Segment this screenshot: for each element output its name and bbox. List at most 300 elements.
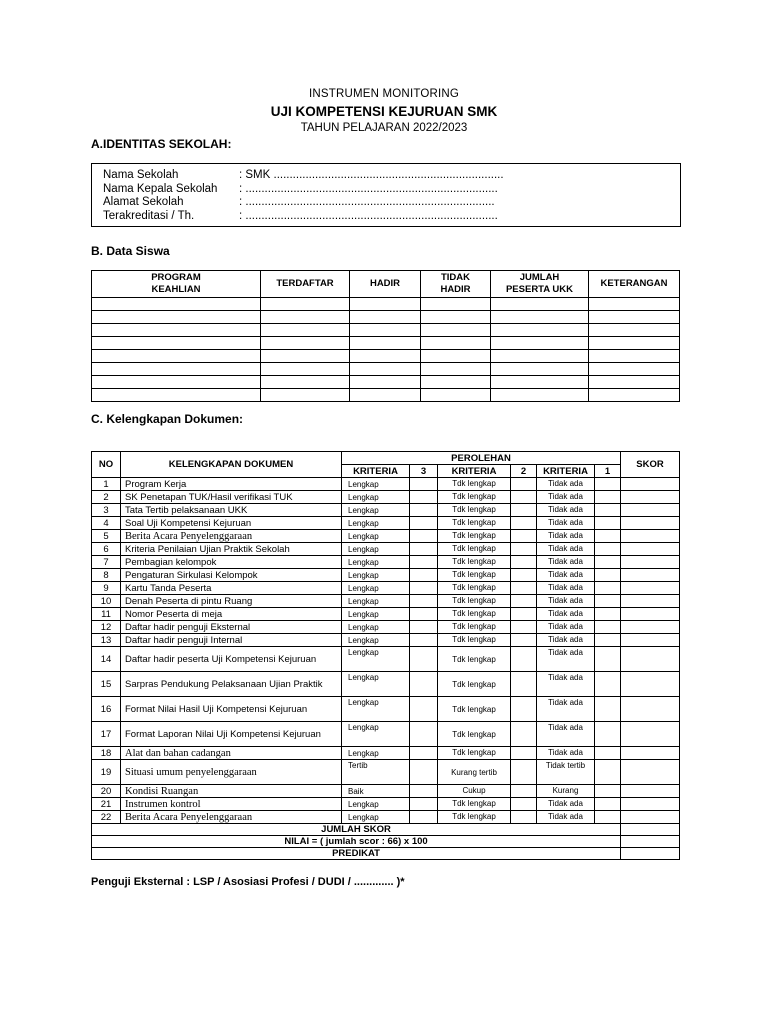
score-2-cell[interactable] — [511, 647, 537, 672]
skor-cell[interactable] — [621, 672, 680, 697]
score-1-cell[interactable] — [595, 672, 621, 697]
row-number: 18 — [92, 747, 121, 760]
score-3-cell[interactable] — [410, 517, 438, 530]
score-3-cell[interactable] — [410, 478, 438, 491]
document-row — [92, 811, 680, 824]
score-1-cell[interactable] — [595, 491, 621, 504]
kriteria-2-text: Tdk lengkap — [438, 747, 511, 760]
student-data-cell[interactable] — [92, 376, 261, 389]
student-data-cell[interactable] — [350, 389, 421, 402]
skor-cell[interactable] — [621, 785, 680, 798]
score-2-cell[interactable] — [511, 760, 537, 785]
col-kriteria-2: KRITERIA — [438, 465, 511, 478]
student-data-cell[interactable] — [92, 311, 261, 324]
score-2-cell[interactable] — [511, 722, 537, 747]
row-number: 10 — [92, 595, 121, 608]
document-name: Daftar hadir peserta Uji Kompetensi Kejuruan — [121, 647, 342, 672]
document-row — [92, 760, 680, 785]
row-number: 8 — [92, 569, 121, 582]
student-data-cell[interactable] — [261, 324, 350, 337]
student-data-cell[interactable] — [589, 389, 680, 402]
document-row — [92, 491, 680, 504]
kriteria-1-text: Tidak ada — [537, 582, 595, 595]
document-row — [92, 722, 680, 747]
score-1-cell[interactable] — [595, 647, 621, 672]
student-data-cell[interactable] — [421, 389, 491, 402]
kriteria-1-text: Tidak ada — [537, 543, 595, 556]
section-b-title: B. Data Siswa — [91, 244, 170, 258]
score-1-cell[interactable] — [595, 569, 621, 582]
score-2-cell[interactable] — [511, 517, 537, 530]
document-name: Alat dan bahan cadangan — [121, 747, 342, 760]
skor-cell[interactable] — [621, 504, 680, 517]
skor-cell[interactable] — [621, 491, 680, 504]
student-data-cell[interactable] — [491, 363, 589, 376]
kriteria-1-text: Tidak ada — [537, 697, 595, 722]
document-name: Situasi umum penyelenggaraan — [121, 760, 342, 785]
col-kriteria-3: KRITERIA — [342, 465, 410, 478]
score-1-cell[interactable] — [595, 722, 621, 747]
document-name: Pembagian kelompok — [121, 556, 342, 569]
section-c-title: C. Kelengkapan Dokumen: — [91, 412, 244, 426]
score-2-cell[interactable] — [511, 697, 537, 722]
document-row — [92, 517, 680, 530]
row-number: 1 — [92, 478, 121, 491]
student-data-cell[interactable] — [92, 389, 261, 402]
kriteria-3-text: Lengkap — [342, 582, 410, 595]
document-name: Daftar hadir penguji Eksternal — [121, 621, 342, 634]
nilai-value — [621, 836, 680, 848]
skor-cell[interactable] — [621, 556, 680, 569]
row-number: 5 — [92, 530, 121, 543]
kriteria-2-text: Tdk lengkap — [438, 530, 511, 543]
col-terdaftar: TERDAFTAR — [261, 271, 350, 298]
score-1-cell[interactable] — [595, 517, 621, 530]
score-2-cell[interactable] — [511, 543, 537, 556]
kriteria-2-text: Tdk lengkap — [438, 569, 511, 582]
student-data-cell[interactable] — [421, 350, 491, 363]
row-number: 19 — [92, 760, 121, 785]
identity-value: : ............................................................................... — [239, 210, 498, 222]
score-2-cell[interactable] — [511, 811, 537, 824]
score-2-cell[interactable] — [511, 504, 537, 517]
score-1-cell[interactable] — [595, 504, 621, 517]
skor-cell[interactable] — [621, 517, 680, 530]
col-hadir: HADIR — [350, 271, 421, 298]
student-data-cell[interactable] — [350, 350, 421, 363]
kriteria-2-text: Tdk lengkap — [438, 647, 511, 672]
student-data-cell[interactable] — [261, 389, 350, 402]
score-2-cell[interactable] — [511, 595, 537, 608]
score-3-cell[interactable] — [410, 747, 438, 760]
student-data-cell[interactable] — [92, 298, 261, 311]
skor-cell[interactable] — [621, 569, 680, 582]
student-data-cell[interactable] — [491, 389, 589, 402]
document-row — [92, 504, 680, 517]
score-1-cell[interactable] — [595, 634, 621, 647]
row-number: 16 — [92, 697, 121, 722]
score-1-cell[interactable] — [595, 621, 621, 634]
student-data-cell[interactable] — [350, 376, 421, 389]
score-1-cell[interactable] — [595, 785, 621, 798]
kriteria-3-text: Lengkap — [342, 811, 410, 824]
row-number: 9 — [92, 582, 121, 595]
student-data-cell[interactable] — [261, 337, 350, 350]
penguji-eksternal: Penguji Eksternal : LSP / Asosiasi Profesi / DUDI / ............. )* — [91, 876, 405, 888]
score-2-cell[interactable] — [511, 798, 537, 811]
document-row — [92, 556, 680, 569]
score-2-cell[interactable] — [511, 582, 537, 595]
identity-label: Nama Sekolah — [103, 169, 179, 181]
kriteria-2-text: Tdk lengkap — [438, 672, 511, 697]
student-data-cell[interactable] — [261, 298, 350, 311]
score-2-cell[interactable] — [511, 530, 537, 543]
student-data-cell[interactable] — [491, 376, 589, 389]
kriteria-3-text: Lengkap — [342, 747, 410, 760]
kriteria-1-text: Tidak ada — [537, 672, 595, 697]
student-data-row — [92, 337, 680, 350]
kriteria-1-text: Tidak tertib — [537, 760, 595, 785]
identity-value: : ............................................................................... — [239, 183, 498, 195]
kriteria-3-text: Lengkap — [342, 543, 410, 556]
kriteria-2-text: Kurang tertib — [438, 760, 511, 785]
col-keterangan: KETERANGAN — [589, 271, 680, 298]
identity-value: : SMK ........................................................................ — [239, 169, 504, 181]
score-3-cell[interactable] — [410, 504, 438, 517]
document-row — [92, 647, 680, 672]
section-a-title: A.IDENTITAS SEKOLAH: — [91, 137, 232, 151]
student-data-cell[interactable] — [491, 324, 589, 337]
score-1-cell[interactable] — [595, 760, 621, 785]
kriteria-2-text: Tdk lengkap — [438, 608, 511, 621]
student-data-row — [92, 389, 680, 402]
skor-cell[interactable] — [621, 478, 680, 491]
student-data-cell[interactable] — [421, 363, 491, 376]
kriteria-2-text: Tdk lengkap — [438, 811, 511, 824]
kriteria-3-text: Lengkap — [342, 491, 410, 504]
identity-box — [91, 163, 681, 227]
student-data-cell[interactable] — [92, 350, 261, 363]
document-row — [92, 582, 680, 595]
score-3-cell[interactable] — [410, 672, 438, 697]
document-name: Berita Acara Penyelenggaraan — [121, 530, 342, 543]
skor-cell[interactable] — [621, 634, 680, 647]
kriteria-1-text: Tidak ada — [537, 608, 595, 621]
kriteria-1-text: Tidak ada — [537, 798, 595, 811]
kriteria-1-text: Tidak ada — [537, 634, 595, 647]
doc-title-tahun: TAHUN PELAJARAN 2022/2023 — [300, 122, 468, 134]
document-row — [92, 697, 680, 722]
kriteria-1-text: Tidak ada — [537, 478, 595, 491]
document-row — [92, 569, 680, 582]
document-row — [92, 530, 680, 543]
score-2-cell[interactable] — [511, 747, 537, 760]
score-2-cell[interactable] — [511, 672, 537, 697]
kriteria-1-text: Tidak ada — [537, 621, 595, 634]
kriteria-3-text: Lengkap — [342, 517, 410, 530]
col-perolehan: PEROLEHAN — [342, 452, 621, 465]
student-data-cell[interactable] — [491, 337, 589, 350]
document-row — [92, 595, 680, 608]
score-3-cell[interactable] — [410, 608, 438, 621]
score-3-cell[interactable] — [410, 811, 438, 824]
score-3-cell[interactable] — [410, 582, 438, 595]
kriteria-1-text: Tidak ada — [537, 569, 595, 582]
student-data-cell[interactable] — [421, 311, 491, 324]
document-row — [92, 747, 680, 760]
score-2-cell[interactable] — [511, 491, 537, 504]
score-1-cell[interactable] — [595, 595, 621, 608]
kriteria-3-text: Tertib — [342, 760, 410, 785]
score-1-cell[interactable] — [595, 608, 621, 621]
score-1-cell[interactable] — [595, 811, 621, 824]
col-tidak-hadir: TIDAK HADIR — [421, 271, 491, 298]
student-data-row — [92, 311, 680, 324]
row-number: 17 — [92, 722, 121, 747]
identity-label: Nama Kepala Sekolah — [103, 183, 218, 195]
document-name: SK Penetapan TUK/Hasil verifikasi TUK — [121, 491, 342, 504]
kriteria-3-text: Lengkap — [342, 722, 410, 747]
kriteria-1-text: Tidak ada — [537, 722, 595, 747]
kriteria-2-text: Tdk lengkap — [438, 517, 511, 530]
col-jumlah-peserta: JUMLAH PESERTA UKK — [491, 271, 589, 298]
student-data-cell[interactable] — [589, 311, 680, 324]
row-number: 20 — [92, 785, 121, 798]
document-row — [92, 672, 680, 697]
kriteria-2-text: Tdk lengkap — [438, 543, 511, 556]
identity-row — [103, 182, 498, 196]
student-data-row — [92, 350, 680, 363]
skor-cell[interactable] — [621, 582, 680, 595]
score-2-cell[interactable] — [511, 569, 537, 582]
document-row — [92, 543, 680, 556]
skor-cell[interactable] — [621, 595, 680, 608]
row-number: 13 — [92, 634, 121, 647]
skor-cell[interactable] — [621, 798, 680, 811]
row-number: 7 — [92, 556, 121, 569]
document-name: Nomor Peserta di meja — [121, 608, 342, 621]
kriteria-3-text: Lengkap — [342, 798, 410, 811]
document-name: Berita Acara Penyelenggaraan — [121, 811, 342, 824]
student-data-cell[interactable] — [92, 363, 261, 376]
score-2-cell[interactable] — [511, 785, 537, 798]
score-3-cell[interactable] — [410, 530, 438, 543]
score-3-cell[interactable] — [410, 621, 438, 634]
skor-cell[interactable] — [621, 747, 680, 760]
col-score-3: 3 — [410, 465, 438, 478]
kriteria-2-text: Tdk lengkap — [438, 697, 511, 722]
kriteria-2-text: Tdk lengkap — [438, 722, 511, 747]
kriteria-3-text: Lengkap — [342, 569, 410, 582]
document-name: Program Kerja — [121, 478, 342, 491]
kriteria-2-text: Tdk lengkap — [438, 478, 511, 491]
row-number: 21 — [92, 798, 121, 811]
skor-cell[interactable] — [621, 647, 680, 672]
student-data-cell[interactable] — [589, 350, 680, 363]
col-score-1: 1 — [595, 465, 621, 478]
document-row — [92, 798, 680, 811]
document-row — [92, 621, 680, 634]
document-row — [92, 634, 680, 647]
student-data-cell[interactable] — [350, 298, 421, 311]
kriteria-3-text: Lengkap — [342, 478, 410, 491]
student-data-cell[interactable] — [92, 337, 261, 350]
skor-cell[interactable] — [621, 621, 680, 634]
skor-cell[interactable] — [621, 760, 680, 785]
kriteria-3-text: Lengkap — [342, 621, 410, 634]
col-no: NO — [92, 452, 121, 478]
student-data-cell[interactable] — [92, 324, 261, 337]
kriteria-3-text: Lengkap — [342, 595, 410, 608]
row-number: 15 — [92, 672, 121, 697]
kriteria-3-text: Lengkap — [342, 504, 410, 517]
student-data-cell[interactable] — [421, 376, 491, 389]
score-1-cell[interactable] — [595, 697, 621, 722]
kriteria-1-text: Tidak ada — [537, 647, 595, 672]
score-3-cell[interactable] — [410, 634, 438, 647]
score-1-cell[interactable] — [595, 747, 621, 760]
kriteria-2-text: Tdk lengkap — [438, 491, 511, 504]
student-data-cell[interactable] — [491, 350, 589, 363]
kriteria-2-text: Tdk lengkap — [438, 798, 511, 811]
score-3-cell[interactable] — [410, 785, 438, 798]
col-score-2: 2 — [511, 465, 537, 478]
student-data-cell[interactable] — [589, 324, 680, 337]
kriteria-1-text: Tidak ada — [537, 491, 595, 504]
kriteria-3-text: Lengkap — [342, 672, 410, 697]
col-skor: SKOR — [621, 452, 680, 478]
identity-row — [103, 209, 498, 223]
student-data-cell[interactable] — [589, 298, 680, 311]
score-2-cell[interactable] — [511, 621, 537, 634]
skor-cell[interactable] — [621, 608, 680, 621]
jumlah-skor-label: JUMLAH SKOR — [92, 824, 621, 836]
doc-title-instrumen: INSTRUMEN MONITORING — [308, 88, 460, 100]
kriteria-1-text: Tidak ada — [537, 556, 595, 569]
skor-cell[interactable] — [621, 811, 680, 824]
document-name: Kartu Tanda Peserta — [121, 582, 342, 595]
student-data-row — [92, 324, 680, 337]
kriteria-1-text: Tidak ada — [537, 504, 595, 517]
row-number: 6 — [92, 543, 121, 556]
kriteria-3-text: Lengkap — [342, 697, 410, 722]
score-2-cell[interactable] — [511, 634, 537, 647]
student-data-cell[interactable] — [421, 298, 491, 311]
score-2-cell[interactable] — [511, 478, 537, 491]
student-data-cell[interactable] — [350, 363, 421, 376]
score-1-cell[interactable] — [595, 478, 621, 491]
student-data-cell[interactable] — [261, 363, 350, 376]
row-number: 2 — [92, 491, 121, 504]
score-3-cell[interactable] — [410, 697, 438, 722]
nilai-formula: NILAI = ( jumlah scor : 66) x 100 — [92, 836, 621, 848]
student-data-cell[interactable] — [261, 376, 350, 389]
jumlah-skor-value — [621, 824, 680, 836]
kriteria-1-text: Tidak ada — [537, 595, 595, 608]
kriteria-1-text: Tidak ada — [537, 747, 595, 760]
row-number: 4 — [92, 517, 121, 530]
row-number: 14 — [92, 647, 121, 672]
score-1-cell[interactable] — [595, 798, 621, 811]
score-3-cell[interactable] — [410, 491, 438, 504]
document-name: Kondisi Ruangan — [121, 785, 342, 798]
kriteria-2-text: Tdk lengkap — [438, 556, 511, 569]
kriteria-3-text: Lengkap — [342, 634, 410, 647]
student-data-cell[interactable] — [589, 337, 680, 350]
student-data-cell[interactable] — [589, 363, 680, 376]
kriteria-3-text: Lengkap — [342, 556, 410, 569]
student-data-row — [92, 363, 680, 376]
col-program-keahlian: PROGRAM KEAHLIAN — [92, 271, 261, 298]
score-2-cell[interactable] — [511, 608, 537, 621]
score-3-cell[interactable] — [410, 760, 438, 785]
student-data-cell[interactable] — [261, 311, 350, 324]
identity-label: Alamat Sekolah — [103, 196, 184, 208]
skor-cell[interactable] — [621, 530, 680, 543]
row-number: 22 — [92, 811, 121, 824]
kriteria-2-text: Tdk lengkap — [438, 504, 511, 517]
score-1-cell[interactable] — [595, 582, 621, 595]
score-3-cell[interactable] — [410, 556, 438, 569]
identity-row — [103, 195, 495, 209]
score-3-cell[interactable] — [410, 543, 438, 556]
student-data-cell[interactable] — [589, 376, 680, 389]
score-3-cell[interactable] — [410, 798, 438, 811]
score-2-cell[interactable] — [511, 556, 537, 569]
score-3-cell[interactable] — [410, 595, 438, 608]
kriteria-2-text: Tdk lengkap — [438, 595, 511, 608]
student-data-cell[interactable] — [421, 324, 491, 337]
score-1-cell[interactable] — [595, 543, 621, 556]
document-completeness-table — [91, 451, 680, 860]
student-data-cell[interactable] — [350, 337, 421, 350]
identity-value: : .............................................................................. — [239, 196, 495, 208]
student-data-cell[interactable] — [350, 324, 421, 337]
skor-cell[interactable] — [621, 543, 680, 556]
student-data-row — [92, 298, 680, 311]
kriteria-3-text: Lengkap — [342, 530, 410, 543]
kriteria-1-text: Tidak ada — [537, 517, 595, 530]
document-row — [92, 478, 680, 491]
skor-cell[interactable] — [621, 697, 680, 722]
col-kriteria-1: KRITERIA — [537, 465, 595, 478]
kriteria-1-text: Tidak ada — [537, 811, 595, 824]
score-1-cell[interactable] — [595, 556, 621, 569]
score-3-cell[interactable] — [410, 722, 438, 747]
doc-title-ukk: UJI KOMPETENSI KEJURUAN SMK — [270, 104, 498, 119]
kriteria-3-text: Lengkap — [342, 647, 410, 672]
row-number: 11 — [92, 608, 121, 621]
kriteria-2-text: Cukup — [438, 785, 511, 798]
skor-cell[interactable] — [621, 722, 680, 747]
student-data-cell[interactable] — [261, 350, 350, 363]
identity-label: Terakreditasi / Th. — [103, 210, 195, 222]
kriteria-1-text: Kurang — [537, 785, 595, 798]
student-data-cell[interactable] — [350, 311, 421, 324]
score-3-cell[interactable] — [410, 569, 438, 582]
document-row — [92, 785, 680, 798]
kriteria-1-text: Tidak ada — [537, 530, 595, 543]
score-3-cell[interactable] — [410, 647, 438, 672]
document-name: Sarpras Pendukung Pelaksanaan Ujian Praktik — [121, 672, 342, 697]
student-data-cell[interactable] — [491, 298, 589, 311]
col-kelengkapan: KELENGKAPAN DOKUMEN — [121, 452, 342, 478]
student-data-cell[interactable] — [421, 337, 491, 350]
document-row — [92, 608, 680, 621]
student-data-cell[interactable] — [491, 311, 589, 324]
predikat-value — [621, 848, 680, 860]
score-1-cell[interactable] — [595, 530, 621, 543]
